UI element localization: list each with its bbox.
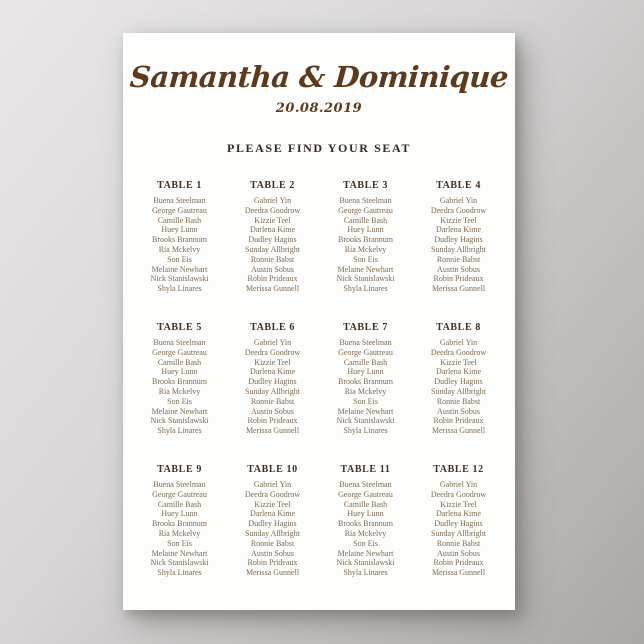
seating-tables-grid bbox=[123, 180, 515, 578]
guest-name: Camille Bash bbox=[157, 357, 202, 367]
table-block bbox=[226, 322, 319, 436]
guest-name: Sunday Allbright bbox=[431, 386, 486, 396]
guest-name: Merissa Gunnell bbox=[245, 568, 300, 578]
table-title: TABLE 7 bbox=[343, 321, 388, 333]
guest-name: Ronnie Babst bbox=[250, 396, 295, 406]
guest-name: Austin Sobus bbox=[251, 548, 294, 558]
guest-name: Nick Stanislawski bbox=[150, 558, 209, 568]
guest-name: Ria Mckelvy bbox=[158, 386, 201, 396]
guest-name: Deedra Goodrow bbox=[244, 205, 301, 215]
table-title: TABLE 5 bbox=[157, 321, 202, 333]
guest-name: Darlena Kime bbox=[435, 509, 482, 519]
guest-name: Melaine Newhart bbox=[337, 548, 394, 558]
couple-names-title: Samantha & Dominique bbox=[128, 60, 510, 94]
guest-name: Huey Lunn bbox=[161, 367, 198, 377]
guest-name: Gabriel Yin bbox=[439, 196, 478, 205]
guest-name: Shyla Linares bbox=[157, 426, 202, 436]
guest-name: Kizzie Teel bbox=[440, 215, 477, 225]
guest-name: Shyla Linares bbox=[343, 426, 388, 436]
guest-name: Huey Lunn bbox=[161, 509, 198, 519]
guest-name: Buena Steelman bbox=[339, 479, 392, 489]
guest-name: Sunday Allbright bbox=[245, 386, 300, 396]
guest-name: Melaine Newhart bbox=[151, 264, 208, 274]
guest-name: Kizzie Teel bbox=[440, 357, 477, 367]
table-title: TABLE 9 bbox=[157, 463, 202, 475]
guest-name: Robin Prideaux bbox=[247, 558, 298, 568]
table-block bbox=[319, 180, 412, 294]
guest-name: Gabriel Yin bbox=[253, 196, 292, 205]
guest-name: Camille Bash bbox=[343, 499, 388, 509]
guest-name: Brooks Brannum bbox=[338, 235, 393, 245]
guest-name: Melaine Newhart bbox=[151, 406, 208, 416]
guest-name: Kizzie Teel bbox=[254, 499, 291, 509]
guest-name: Sunday Allbright bbox=[431, 528, 486, 538]
guest-name: Sunday Allbright bbox=[245, 528, 300, 538]
table-title: TABLE 3 bbox=[343, 180, 388, 191]
guest-name: Robin Prideaux bbox=[433, 416, 484, 426]
guest-name: Shyla Linares bbox=[157, 568, 202, 578]
guest-name: Kizzie Teel bbox=[254, 215, 291, 225]
guest-name: Sunday Allbright bbox=[245, 244, 300, 254]
guest-name: Austin Sobus bbox=[437, 548, 480, 558]
guest-name: Ronnie Babst bbox=[436, 396, 481, 406]
guest-name: Huey Lunn bbox=[347, 225, 384, 235]
table-title: TABLE 6 bbox=[250, 321, 295, 333]
table-title: TABLE 10 bbox=[247, 463, 298, 475]
guest-name: Sunday Allbright bbox=[431, 244, 486, 254]
guest-name: Son Eis bbox=[167, 254, 192, 264]
guest-name: Ronnie Babst bbox=[436, 538, 481, 548]
guest-name: Camille Bash bbox=[343, 215, 388, 225]
guest-name: George Gautreau bbox=[152, 205, 207, 215]
guest-name: Dudley Hagins bbox=[434, 377, 483, 387]
guest-name: Kizzie Teel bbox=[440, 499, 477, 509]
guest-name: Darlena Kime bbox=[435, 225, 482, 235]
table-title: TABLE 12 bbox=[433, 463, 484, 475]
guest-name: Camille Bash bbox=[157, 499, 202, 509]
guest-name: Ronnie Babst bbox=[436, 254, 481, 264]
find-your-seat-subtitle: PLEASE FIND YOUR SEAT bbox=[227, 141, 411, 155]
guest-name: Austin Sobus bbox=[437, 264, 480, 274]
guest-name: Brooks Brannum bbox=[152, 519, 207, 529]
guest-name: Dudley Hagins bbox=[248, 235, 297, 245]
guest-name: Shyla Linares bbox=[343, 568, 388, 578]
guest-name: Robin Prideaux bbox=[433, 558, 484, 568]
guest-name: George Gautreau bbox=[152, 347, 207, 357]
guest-name: Melaine Newhart bbox=[337, 406, 394, 416]
guest-name: Buena Steelman bbox=[153, 479, 206, 489]
guest-name: Kizzie Teel bbox=[254, 357, 291, 367]
guest-name: Dudley Hagins bbox=[248, 519, 297, 529]
guest-name: Buena Steelman bbox=[153, 196, 206, 205]
guest-name: Nick Stanislawski bbox=[150, 416, 209, 426]
guest-name: Ria Mckelvy bbox=[344, 386, 387, 396]
table-block bbox=[412, 180, 505, 294]
guest-name: Darlena Kime bbox=[249, 225, 296, 235]
guest-name: Huey Lunn bbox=[347, 509, 384, 519]
guest-name: Huey Lunn bbox=[161, 225, 198, 235]
guest-name: Deedra Goodrow bbox=[430, 347, 487, 357]
table-block bbox=[133, 322, 226, 436]
wedding-date: 20.08.2019 bbox=[275, 101, 363, 116]
guest-name: Darlena Kime bbox=[249, 509, 296, 519]
guest-name: Brooks Brannum bbox=[152, 235, 207, 245]
guest-name: Nick Stanislawski bbox=[336, 416, 395, 426]
guest-name: Ria Mckelvy bbox=[344, 528, 387, 538]
guest-name: Huey Lunn bbox=[347, 367, 384, 377]
guest-name: George Gautreau bbox=[338, 205, 393, 215]
guest-name: Merissa Gunnell bbox=[245, 426, 300, 436]
table-block bbox=[133, 464, 226, 578]
guest-name: Merissa Gunnell bbox=[431, 284, 486, 294]
table-block bbox=[133, 180, 226, 294]
guest-name: Gabriel Yin bbox=[439, 479, 478, 489]
table-title: TABLE 8 bbox=[436, 321, 481, 333]
table-title: TABLE 11 bbox=[340, 463, 391, 475]
guest-name: George Gautreau bbox=[338, 347, 393, 357]
guest-name: Buena Steelman bbox=[153, 337, 206, 347]
guest-name: Ria Mckelvy bbox=[344, 244, 387, 254]
table-title: TABLE 1 bbox=[157, 180, 202, 191]
guest-name: George Gautreau bbox=[338, 489, 393, 499]
guest-name: Dudley Hagins bbox=[248, 377, 297, 387]
guest-name: Merissa Gunnell bbox=[431, 426, 486, 436]
guest-name: Ria Mckelvy bbox=[158, 528, 201, 538]
table-block bbox=[412, 322, 505, 436]
guest-name: Ronnie Babst bbox=[250, 538, 295, 548]
guest-name: Deedra Goodrow bbox=[430, 205, 487, 215]
table-block bbox=[226, 180, 319, 294]
guest-name: Gabriel Yin bbox=[439, 337, 478, 347]
seating-chart-poster bbox=[123, 33, 515, 610]
guest-name: Robin Prideaux bbox=[247, 416, 298, 426]
guest-name: Brooks Brannum bbox=[152, 377, 207, 387]
guest-name: Austin Sobus bbox=[251, 406, 294, 416]
guest-name: Nick Stanislawski bbox=[336, 274, 395, 284]
guest-name: Nick Stanislawski bbox=[336, 558, 395, 568]
table-block bbox=[319, 464, 412, 578]
guest-name: Dudley Hagins bbox=[434, 235, 483, 245]
guest-name: Son Eis bbox=[353, 538, 378, 548]
guest-name: Darlena Kime bbox=[249, 367, 296, 377]
guest-name: Austin Sobus bbox=[251, 264, 294, 274]
guest-name: Son Eis bbox=[167, 538, 192, 548]
guest-name: Ria Mckelvy bbox=[158, 244, 201, 254]
guest-name: Merissa Gunnell bbox=[245, 284, 300, 294]
guest-name: Nick Stanislawski bbox=[150, 274, 209, 284]
guest-name: Gabriel Yin bbox=[253, 479, 292, 489]
guest-name: Dudley Hagins bbox=[434, 519, 483, 529]
guest-name: Darlena Kime bbox=[435, 367, 482, 377]
table-block bbox=[412, 464, 505, 578]
guest-name: George Gautreau bbox=[152, 489, 207, 499]
table-block bbox=[319, 322, 412, 436]
guest-name: Melaine Newhart bbox=[337, 264, 394, 274]
guest-name: Camille Bash bbox=[157, 215, 202, 225]
guest-name: Buena Steelman bbox=[339, 337, 392, 347]
guest-name: Brooks Brannum bbox=[338, 377, 393, 387]
guest-name: Camille Bash bbox=[343, 357, 388, 367]
table-title: TABLE 2 bbox=[250, 180, 295, 191]
guest-name: Shyla Linares bbox=[157, 284, 202, 294]
guest-name: Merissa Gunnell bbox=[431, 568, 486, 578]
guest-name: Ronnie Babst bbox=[250, 254, 295, 264]
guest-name: Melaine Newhart bbox=[151, 548, 208, 558]
guest-name: Robin Prideaux bbox=[247, 274, 298, 284]
guest-name: Buena Steelman bbox=[339, 196, 392, 205]
guest-name: Son Eis bbox=[353, 254, 378, 264]
guest-name: Deedra Goodrow bbox=[430, 489, 487, 499]
guest-name: Son Eis bbox=[353, 396, 378, 406]
guest-name: Brooks Brannum bbox=[338, 519, 393, 529]
guest-name: Gabriel Yin bbox=[253, 337, 292, 347]
guest-name: Shyla Linares bbox=[343, 284, 388, 294]
guest-name: Son Eis bbox=[167, 396, 192, 406]
guest-name: Deedra Goodrow bbox=[244, 489, 301, 499]
guest-name: Robin Prideaux bbox=[433, 274, 484, 284]
table-block bbox=[226, 464, 319, 578]
guest-name: Austin Sobus bbox=[437, 406, 480, 416]
table-title: TABLE 4 bbox=[436, 180, 481, 191]
guest-name: Deedra Goodrow bbox=[244, 347, 301, 357]
